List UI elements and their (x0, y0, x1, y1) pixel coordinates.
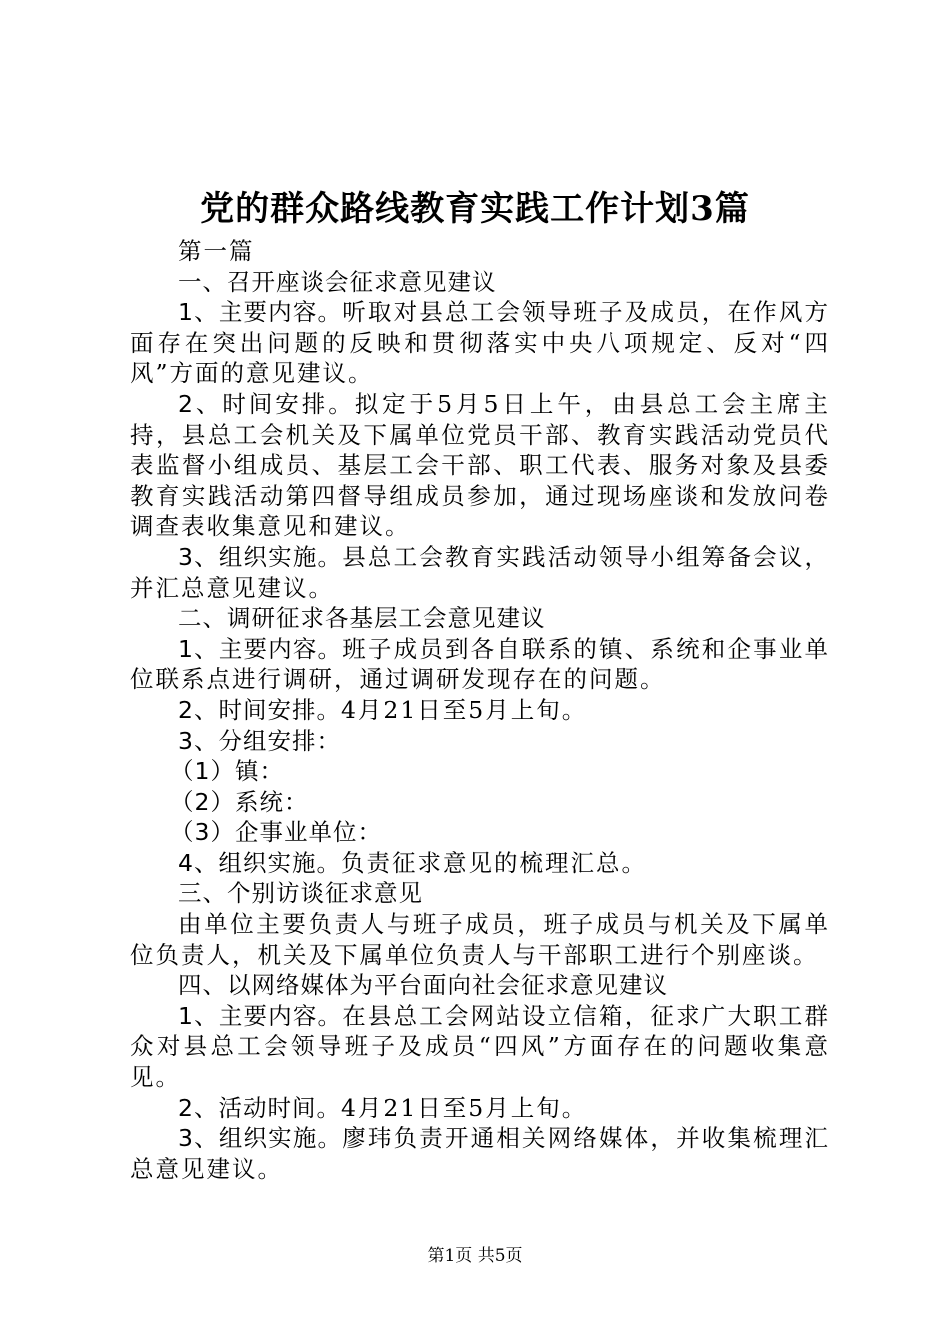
section-heading: 四、以网络媒体为平台面向社会征求意见建议 (178, 971, 668, 1000)
section-item: 3、组织实施。廖玮负责开通相关网络媒体，并收集梳理汇总意见建议。 (130, 1124, 831, 1183)
section-item: 1、主要内容。在县总工会网站设立信箱，征求广大职工群众对县总工会领导班子及成员“四风”方面存在的问题收集意见。 (130, 1001, 831, 1092)
section-heading: 一、召开座谈会征求意见建议 (178, 267, 497, 296)
section-item: 1、主要内容。班子成员到各自联系的镇、系统和企事业单位联系点进行调研，通过调研发现存在的问题。 (130, 634, 831, 694)
part-label: 第一篇 (178, 237, 255, 265)
document-body (130, 236, 830, 1184)
section-item: 2、时间安排。拟定于5月5日上午，由县总工会主席主持，县总工会机关及下属单位党员干部、教育实践活动党员代表监督小组成员、基层工会干部、职工代表、服务对象及县委教育实践活动第四督导组成员参加，通过现场座谈和发放问卷调查表收集意见和建议。 (130, 389, 830, 541)
section-item: 1、主要内容。听取对县总工会领导班子及成员，在作风方面存在突出问题的反映和贯彻落实中央八项规定、反对“四风”方面的意见建议。 (130, 298, 831, 388)
section-item: （3）企事业单位： (170, 818, 382, 847)
section-item: 3、组织实施。县总工会教育实践活动领导小组筹备会议，并汇总意见建议。 (130, 542, 831, 602)
section-item: 3、分组安排： (178, 726, 341, 755)
section-item: 2、活动时间。4月21日至5月上旬。 (178, 1093, 588, 1122)
section-item: 由单位主要负责人与班子成员，班子成员与机关及下属单位负责人，机关及下属单位负责人与干部职工进行个别座谈。 (130, 910, 830, 969)
section-item: （1）镇： (170, 757, 284, 786)
section-heading: 三、个别访谈征求意见 (178, 879, 423, 908)
section-heading: 二、调研征求各基层工会意见建议 (178, 604, 546, 633)
page-footer: 第1页 共5页 (427, 1246, 523, 1266)
section-item: 2、时间安排。4月21日至5月上旬。 (178, 695, 588, 724)
section-item: 4、组织实施。负责征求意见的梳理汇总。 (178, 848, 647, 877)
section-item: （2）系统： (170, 787, 309, 816)
document-title: 党的群众路线教育实践工作计划3篇 (200, 189, 750, 229)
